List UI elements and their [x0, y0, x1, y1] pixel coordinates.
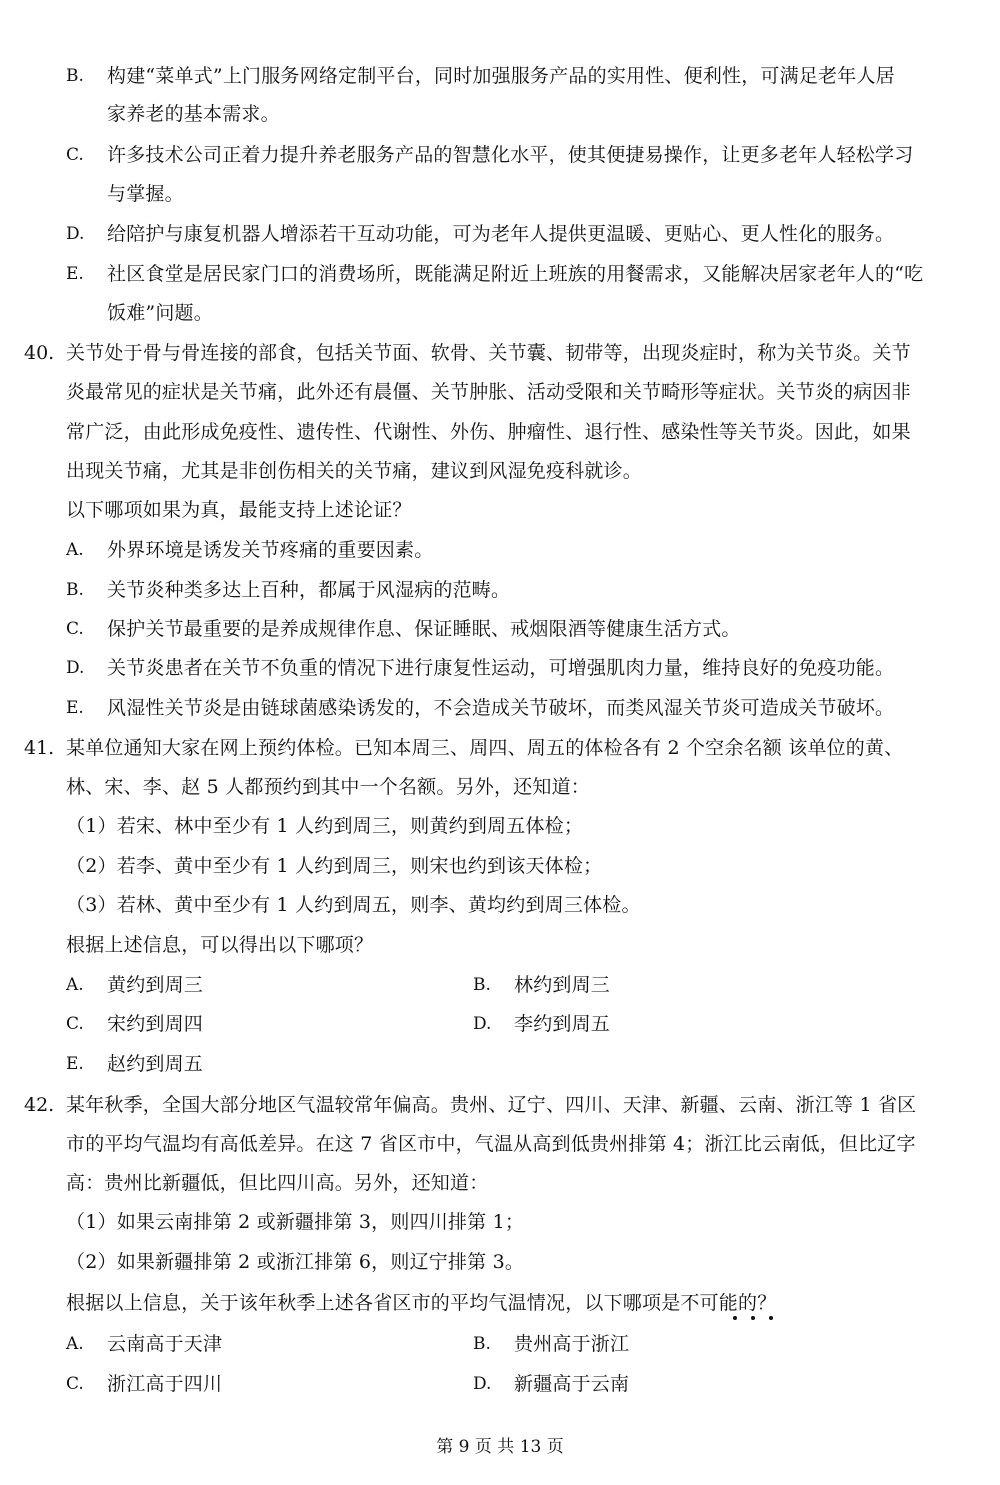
option-label: B. [473, 975, 491, 995]
question-stem-line: 出现关节痛，尤其是非创伤相关的关节痛，建议到风湿免疫科就诊。 [66, 460, 643, 482]
option-text-line: 许多技术公司正着力提升养老服务产品的智慧化水平，使其便捷易操作，让更多老年人轻松学习 [107, 144, 914, 166]
option-text-line: 社区食堂是居民家门口的消费场所，既能满足附近上班族的用餐需求，又能解决居家老年人的“吃 [107, 263, 924, 285]
question-stem-line: 炎最常见的症状是关节痛，此外还有晨僵、关节肿胀、活动受限和关节畸形等症状。关节炎的病因非 [66, 381, 911, 403]
emphasis-dot [751, 1316, 755, 1320]
question-stem-line: 某年秋季，全国大部分地区气温较常年偏高。贵州、辽宁、四川、天津、新疆、云南、浙江等 1 省区 [66, 1094, 917, 1116]
page-footer: 第 9 页 共 13 页 [436, 1437, 564, 1457]
option-label: B. [66, 580, 84, 600]
option-text: 林约到周三 [514, 974, 611, 996]
question-prompt: 根据以上信息，关于该年秋季上述各省区市的平均气温情况，以下哪项是不可能的？ [66, 1292, 777, 1314]
option-label: C. [66, 145, 84, 165]
question-number: 40. [24, 342, 55, 364]
question-prompt: 以下哪项如果为真，最能支持上述论证？ [66, 499, 412, 521]
question-stem-line: 某单位通知大家在网上预约体检。已知本周三、周四、周五的体检各有 2 个空余名额 该单位的黄、 [66, 737, 904, 759]
option-text: 外界环境是诱发关节疼痛的重要因素。 [107, 539, 434, 561]
question-prompt: 根据上述信息，可以得出以下哪项？ [66, 934, 374, 956]
option-label: B. [473, 1334, 491, 1354]
option-label: C. [66, 619, 84, 639]
question-stem-line: 高：贵州比新疆低，但比四川高。另外，还知道： [66, 1172, 489, 1194]
question-stem-line: 关节处于骨与骨连接的部食，包括关节面、软骨、关节囊、韧带等，出现炎症时，称为关节炎。关节 [66, 342, 911, 364]
option-text: 浙江高于四川 [107, 1373, 223, 1395]
option-text-line: 饭难”问题。 [107, 302, 213, 324]
option-text-line: 与掌握。 [107, 183, 184, 205]
condition-line: （3）若林、黄中至少有 1 人约到周五，则李、黄均约到周三体检。 [66, 894, 641, 916]
option-text: 黄约到周三 [107, 974, 204, 996]
question-number: 42. [24, 1094, 55, 1116]
option-text: 风湿性关节炎是由链球菌感染诱发的，不会造成关节破坏，而类风湿关节炎可造成关节破坏。 [107, 697, 895, 719]
option-label: E. [66, 264, 84, 284]
emphasis-dot [769, 1316, 773, 1320]
option-label: D. [473, 1374, 492, 1394]
condition-line: （1）若宋、林中至少有 1 人约到周三，则黄约到周五体检； [66, 815, 584, 837]
option-label: E. [66, 698, 84, 718]
question-stem-line: 市的平均气温均有高低差异。在这 7 省区市中，气温从高到低贵州排第 4；浙江比云南低，但比辽字 [66, 1133, 916, 1155]
option-label: D. [473, 1014, 492, 1034]
option-label: A. [66, 975, 84, 995]
condition-line: （2）若李、黄中至少有 1 人约到周三，则宋也约到该天体检； [66, 855, 603, 877]
option-label: C. [66, 1374, 84, 1394]
question-number: 41. [24, 737, 55, 759]
option-text: 赵约到周五 [107, 1053, 204, 1075]
question-stem-line: 林、宋、李、赵 5 人都预约到其中一个名额。另外，还知道： [66, 776, 590, 798]
option-text: 关节炎种类多达上百种，都属于风湿病的范畴。 [107, 579, 511, 601]
condition-line: （1）如果云南排第 2 或新疆排第 3，则四川排第 1； [66, 1211, 525, 1233]
option-text: 贵州高于浙江 [514, 1333, 630, 1355]
option-text: 保护关节最重要的是养成规律作息、保证睡眠、戒烟限酒等健康生活方式。 [107, 618, 741, 640]
option-label: A. [66, 540, 84, 560]
option-text-line: 给陪护与康复机器人增添若干互动功能，可为老年人提供更温暖、更贴心、更人性化的服务。 [107, 223, 895, 245]
emphasis-dot [733, 1316, 737, 1320]
option-label: E. [66, 1054, 84, 1074]
question-stem-line: 常广泛，由此形成免疫性、遗传性、代谢性、外伤、肿瘤性、退行性、感染性等关节炎。因此，如果 [66, 421, 911, 443]
option-label: A. [66, 1334, 84, 1354]
option-text-line: 家养老的基本需求。 [107, 103, 280, 125]
option-label: D. [66, 658, 85, 678]
option-label: C. [66, 1014, 84, 1034]
option-text: 云南高于天津 [107, 1333, 223, 1355]
option-text: 宋约到周四 [107, 1013, 204, 1035]
option-text-line: 构建“菜单式”上门服务网络定制平台，同时加强服务产品的实用性、便利性，可满足老年人居 [107, 65, 895, 87]
option-text: 关节炎患者在关节不负重的情况下进行康复性运动，可增强肌肉力量，维持良好的免疫功能。 [107, 657, 895, 679]
option-label: B. [66, 66, 84, 86]
option-label: D. [66, 224, 85, 244]
option-text: 新疆高于云南 [514, 1373, 630, 1395]
option-text: 李约到周五 [514, 1013, 611, 1035]
condition-line: （2）如果新疆排第 2 或浙江排第 6，则辽宁排第 3。 [66, 1251, 525, 1273]
